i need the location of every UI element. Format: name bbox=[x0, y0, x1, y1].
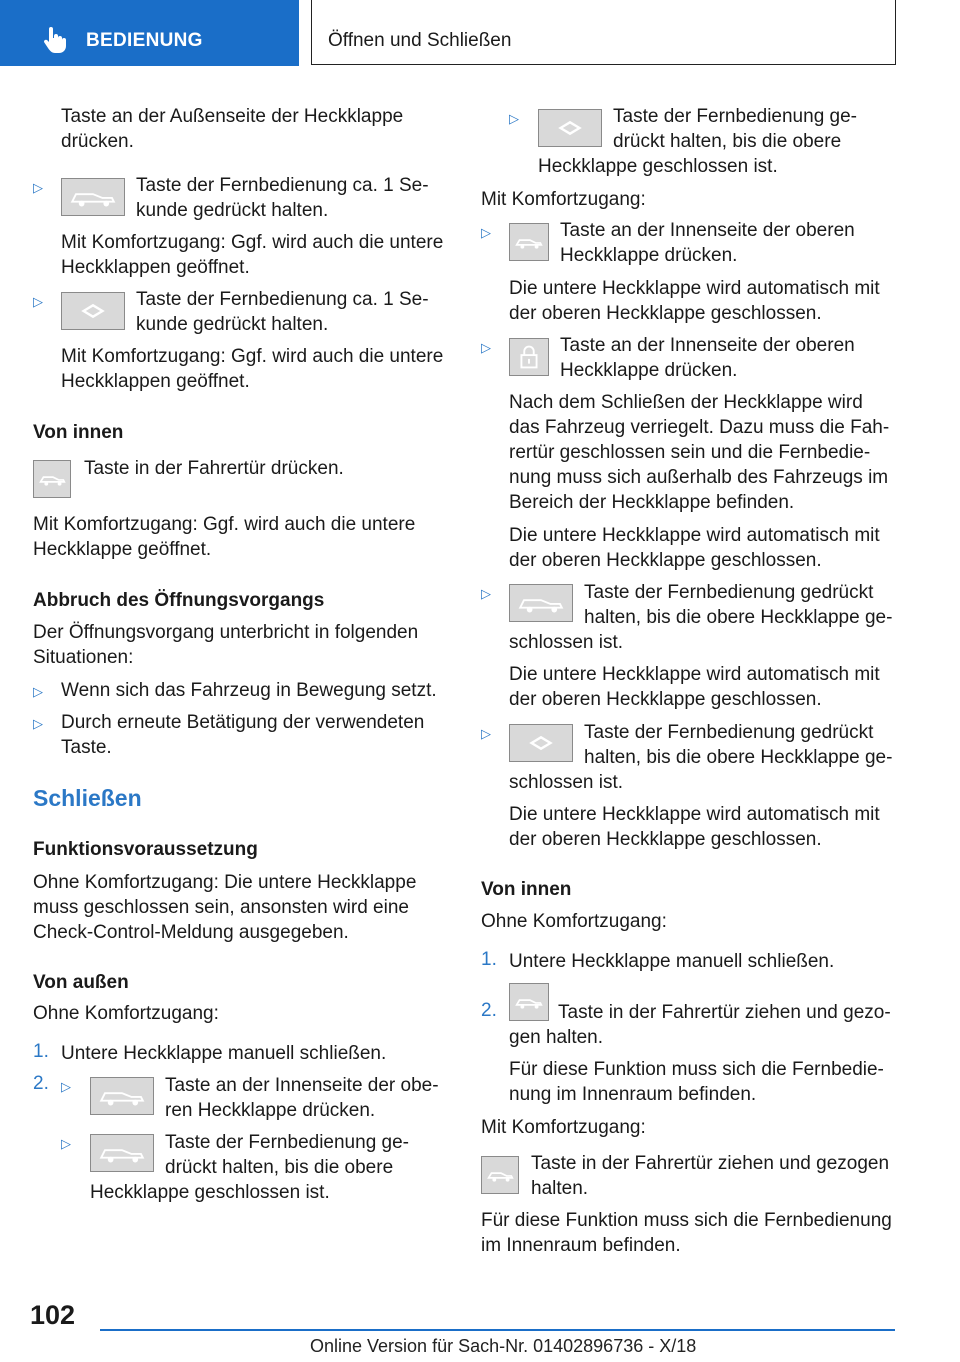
intro-text: Taste an der Außenseite der Heckklappe drücken. bbox=[61, 106, 404, 152]
inner-tailgate-button bbox=[509, 223, 549, 261]
car-tailgate-icon bbox=[91, 1078, 153, 1114]
chevron-up-icon bbox=[510, 725, 572, 761]
chevron-up-icon bbox=[539, 110, 601, 146]
subheading: Von innen bbox=[481, 879, 572, 900]
list-item: Taste an der Innenseite der obe- ren Heckklappe drücken. bbox=[165, 1075, 439, 1121]
car-tailgate-icon bbox=[91, 1135, 153, 1171]
body-text: Ohne Komfortzugang: bbox=[481, 911, 667, 932]
body-text: Mit Komfortzugang: bbox=[481, 189, 646, 210]
note-text: Die untere Heckklappe wird automatisch mit der oberen Heckklappe geschlossen. bbox=[509, 664, 880, 710]
car-small-icon bbox=[510, 984, 548, 1020]
list-item: Untere Heckklappe manuell schließen. bbox=[61, 1043, 387, 1064]
note-text: Die untere Heckklappe wird automatisch mit der oberen Heckklappe geschlossen. bbox=[509, 278, 880, 324]
remote-tailgate-button bbox=[90, 1134, 154, 1172]
note-text: Die untere Heckklappe wird automatisch mit der oberen Heckklappe geschlossen. bbox=[509, 804, 880, 850]
note-text: Nach dem Schließen der Heckklappe wird das Fahrzeug verriegelt. Dazu muss die Fah- rertür geschlossen sein und die Fernbedie- nung muss sich außerhalb des Fahrzeugs im Bereich der Heckklappe befinden. bbox=[509, 392, 890, 513]
note-text: Für diese Funktion muss sich die Fernbedie- nung im Innenraum befinden. bbox=[509, 1059, 884, 1105]
subheading: Von außen bbox=[33, 972, 129, 993]
page-title: Öffnen und Schließen bbox=[328, 30, 512, 51]
body-text: Ohne Komfortzugang: Die untere Heckklappe muss geschlossen sein, ansonsten wird eine Check-Control-Meldung ausgegeben. bbox=[33, 872, 417, 943]
door-button bbox=[509, 983, 549, 1021]
note-text: Die untere Heckklappe wird automatisch mit der oberen Heckklappe geschlossen. bbox=[509, 525, 880, 571]
list-item-cont: Heckklappe geschlossen ist. bbox=[538, 156, 778, 177]
list-item: Taste der Fernbedienung ca. 1 Se- kunde gedrückt halten. bbox=[136, 175, 429, 221]
list-item-cont: schlossen ist. bbox=[509, 772, 624, 793]
list-item-cont: schlossen ist. bbox=[509, 632, 624, 653]
body-text: Der Öffnungsvorgang unterbricht in folgenden Situationen: bbox=[33, 622, 419, 668]
inner-lock-button bbox=[509, 338, 549, 376]
list-item: Taste an der Innenseite der oberen Heckklappe drücken. bbox=[560, 335, 855, 381]
list-item: Taste der Fernbedienung ge- drückt halten, bis die obere bbox=[613, 106, 857, 152]
list-item: Taste an der Innenseite der oberen Heckklappe drücken. bbox=[560, 220, 855, 266]
list-item: Durch erneute Betätigung der verwendeten Taste. bbox=[61, 712, 425, 758]
pointing-hand-icon bbox=[40, 26, 68, 54]
bullet-marker: ▷ bbox=[33, 684, 43, 699]
footer-text: Online Version für Sach-Nr. 01402896736 - X/18 bbox=[310, 1336, 697, 1356]
bullet-marker: ▷ bbox=[481, 586, 491, 601]
list-item: Taste in der Fahrertür ziehen und gezo- bbox=[558, 1002, 891, 1023]
section-tab bbox=[0, 0, 299, 66]
car-small-icon bbox=[510, 224, 548, 260]
bullet-marker: ▷ bbox=[33, 294, 43, 309]
remote-chevron-button bbox=[538, 109, 602, 147]
list-item-cont: gen halten. bbox=[509, 1027, 604, 1048]
list-item: Wenn sich das Fahrzeug in Bewegung setzt. bbox=[61, 680, 437, 701]
door-button bbox=[33, 460, 71, 498]
list-item: Untere Heckklappe manuell schließen. bbox=[509, 951, 835, 972]
bullet-marker: ▷ bbox=[33, 716, 43, 731]
page-number: 102 bbox=[30, 1300, 76, 1330]
subheading: Abbruch des Öffnungsvorgangs bbox=[33, 590, 325, 611]
body-text: Mit Komfortzugang: bbox=[481, 1117, 646, 1138]
bullet-marker: ▷ bbox=[481, 340, 491, 355]
list-item: Taste der Fernbedienung gedrückt halten, bis die obere Heckklappe ge- bbox=[584, 722, 893, 768]
list-item: Taste der Fernbedienung ca. 1 Se- kunde gedrückt halten. bbox=[136, 289, 429, 335]
car-small-icon bbox=[34, 461, 70, 497]
list-item: Taste der Fernbedienung ge- drückt halten, bis die obere bbox=[165, 1132, 409, 1178]
car-tailgate-icon bbox=[510, 585, 572, 621]
note-text: Mit Komfortzugang: Ggf. wird auch die untere Heckklappen geöffnet. bbox=[61, 346, 444, 392]
section-heading: Schließen bbox=[33, 785, 142, 811]
list-item-cont: Heckklappe geschlossen ist. bbox=[90, 1182, 330, 1203]
note-text: Mit Komfortzugang: Ggf. wird auch die untere Heckklappen geöffnet. bbox=[61, 232, 444, 278]
remote-chevron-button bbox=[509, 724, 573, 762]
remote-chevron-button bbox=[61, 292, 125, 330]
door-button bbox=[481, 1156, 519, 1194]
car-small-icon bbox=[482, 1157, 518, 1193]
step-number: 1. bbox=[33, 1041, 49, 1062]
step-number: 2. bbox=[481, 1000, 497, 1021]
bullet-marker: ▷ bbox=[481, 225, 491, 240]
list-item: Taste in der Fahrertür drücken. bbox=[84, 458, 344, 479]
body-text: Ohne Komfortzugang: bbox=[33, 1003, 219, 1024]
bullet-marker: ▷ bbox=[61, 1136, 71, 1151]
list-item: Taste der Fernbedienung gedrückt halten, bis die obere Heckklappe ge- bbox=[584, 582, 893, 628]
chevron-up-icon bbox=[62, 293, 124, 329]
inner-tailgate-button bbox=[90, 1077, 154, 1115]
note-text: Mit Komfortzugang: Ggf. wird auch die untere Heckklappe geöffnet. bbox=[33, 514, 416, 560]
step-number: 2. bbox=[33, 1073, 49, 1094]
car-tailgate-icon bbox=[62, 179, 124, 215]
lock-icon bbox=[510, 339, 548, 375]
body-text: Für diese Funktion muss sich die Fernbedienung im Innenraum befinden. bbox=[481, 1210, 892, 1256]
page-header bbox=[311, 0, 896, 65]
footer-rule bbox=[100, 1329, 895, 1331]
bullet-marker: ▷ bbox=[509, 111, 519, 126]
step-number: 1. bbox=[481, 949, 497, 970]
bullet-marker: ▷ bbox=[33, 180, 43, 195]
remote-tailgate-button bbox=[61, 178, 125, 216]
section-label: BEDIENUNG bbox=[86, 30, 203, 51]
list-item: Taste in der Fahrertür ziehen und gezogen halten. bbox=[531, 1153, 890, 1199]
bullet-marker: ▷ bbox=[61, 1079, 71, 1094]
subheading: Funktionsvoraussetzung bbox=[33, 839, 258, 860]
remote-tailgate-button bbox=[509, 584, 573, 622]
subheading: Von innen bbox=[33, 422, 124, 443]
bullet-marker: ▷ bbox=[481, 726, 491, 741]
